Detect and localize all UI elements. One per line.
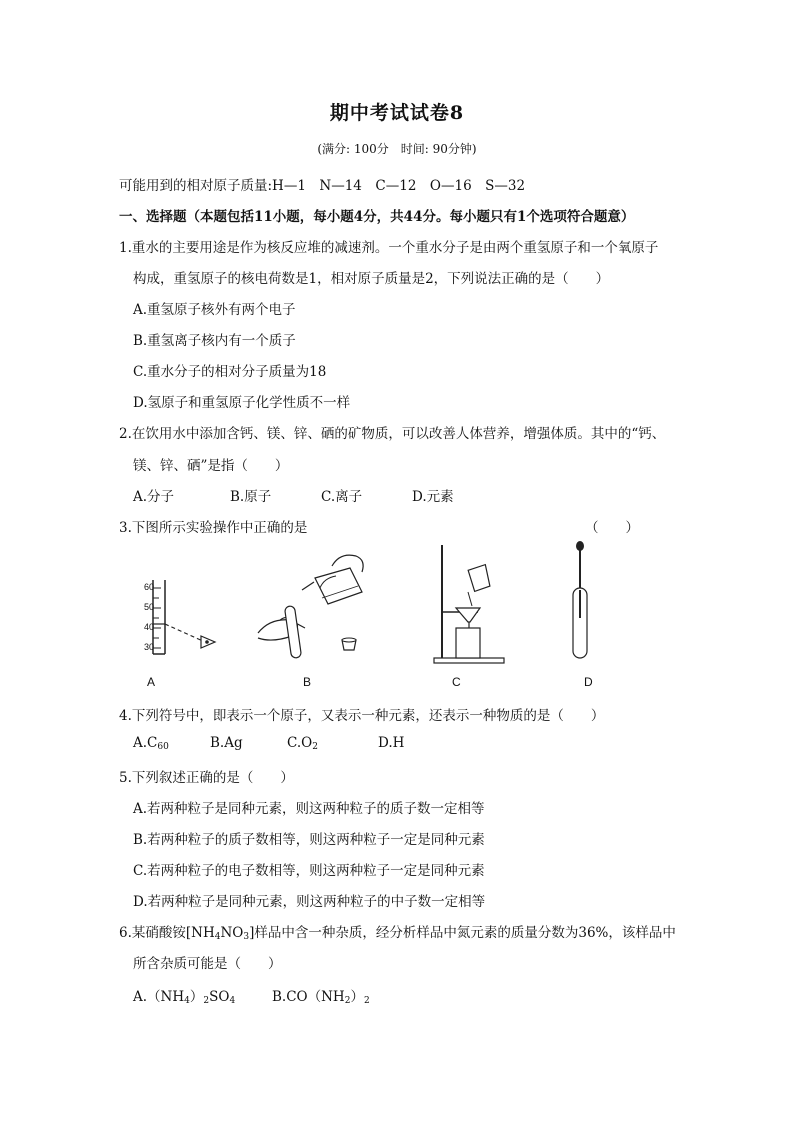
q2-stem-line2: 镁、锌、硒”是指（ ）: [133, 458, 289, 474]
exam-info: (满分: 100分 时间: 90分钟): [317, 142, 477, 156]
q4-option-d: D.H: [378, 735, 405, 751]
q1-option-a: A.重氢原子核外有两个电子: [133, 302, 296, 318]
q5-option-a: A.若两种粒子是同种元素，则这两种粒子的质子数一定相等: [133, 801, 485, 817]
tick-label-40: 40: [144, 622, 155, 632]
q2-stem-line1: 2.在饮用水中添加含钙、镁、锌、硒的矿物质，可以改善人体营养，增强体质。其中的“钙、: [119, 426, 666, 442]
q5-stem: 5.下列叙述正确的是（ ）: [119, 770, 294, 786]
q4-stem: 4.下列符号中，即表示一个原子，又表示一种元素，还表示一种物质的是（ ）: [119, 708, 605, 724]
q4-option-b: B.Ag: [210, 735, 243, 751]
q6-option-a: $A.(NH_4)_2SO_4$: [133, 989, 236, 1006]
q2-option-b: B.原子: [230, 489, 272, 505]
atomic-masses: 可能用到的相对原子质量:H—1 N—14 C—12 O—16 S—32: [119, 178, 526, 194]
q4-option-c: $C.O_2$: [287, 735, 318, 752]
figure-label-d: D: [584, 675, 593, 689]
q6-option-b: $B.CO(NH_2)_2$: [272, 989, 370, 1006]
figure-label-b: B: [303, 675, 312, 689]
q2-option-d: D.元素: [412, 489, 454, 505]
q1-option-b: B.重氢离子核内有一个质子: [133, 333, 296, 349]
figure-b-pouring-liquid: [250, 548, 370, 663]
figure-c-filtration: [430, 540, 510, 665]
q5-option-d: D.若两种粒子是同种元素，则这两种粒子的中子数一定相等: [133, 894, 486, 910]
tick-label-30: 30: [144, 642, 155, 652]
q1-stem-line2: 构成，重氢原子的核电荷数是1，相对原子质量是2，下列说法正确的是（ ）: [133, 271, 610, 287]
q3-stem: 3.下图所示实验操作中正确的是: [119, 520, 308, 536]
q5-option-b: B.若两种粒子的质子数相等，则这两种粒子一定是同种元素: [133, 832, 485, 848]
q3-answer-paren: （ ）: [585, 520, 639, 536]
q4-option-a: $A.C_{60}$: [133, 735, 169, 752]
q1-option-c: C.重水分子的相对分子质量为18: [133, 364, 327, 380]
q5-option-c: C.若两种粒子的电子数相等，则这两种粒子一定是同种元素: [133, 863, 485, 879]
q1-option-d: D.氢原子和重氢原子化学性质不一样: [133, 395, 351, 411]
q1-stem-line1: 1.重水的主要用途是作为核反应堆的减速剂。一个重水分子是由两个重氢原子和一个氧原子: [119, 240, 659, 256]
section-heading: 一、选择题（本题包括11小题，每小题4分，共44分。每小题只有1个选项符合题意）: [119, 209, 635, 225]
figure-d-dropper: [565, 540, 595, 662]
page-title: 期中考试试卷8: [329, 102, 465, 124]
q6-stem-line2: 所含杂质可能是（ ）: [133, 956, 282, 972]
figure-label-c: C: [452, 675, 461, 689]
tick-label-50: 50: [144, 602, 155, 612]
tick-label-60: 60: [144, 582, 155, 592]
figure-label-a: A: [147, 675, 156, 689]
q2-option-c: C.离子: [321, 489, 363, 505]
q2-option-a: A.分子: [133, 489, 175, 505]
q6-stem-line1: 6.某硝酸铵$[NH_4NO_3]$样品中含一种杂质，经分析样品中氮元素的质量分数为36%，该样品中: [119, 925, 676, 942]
